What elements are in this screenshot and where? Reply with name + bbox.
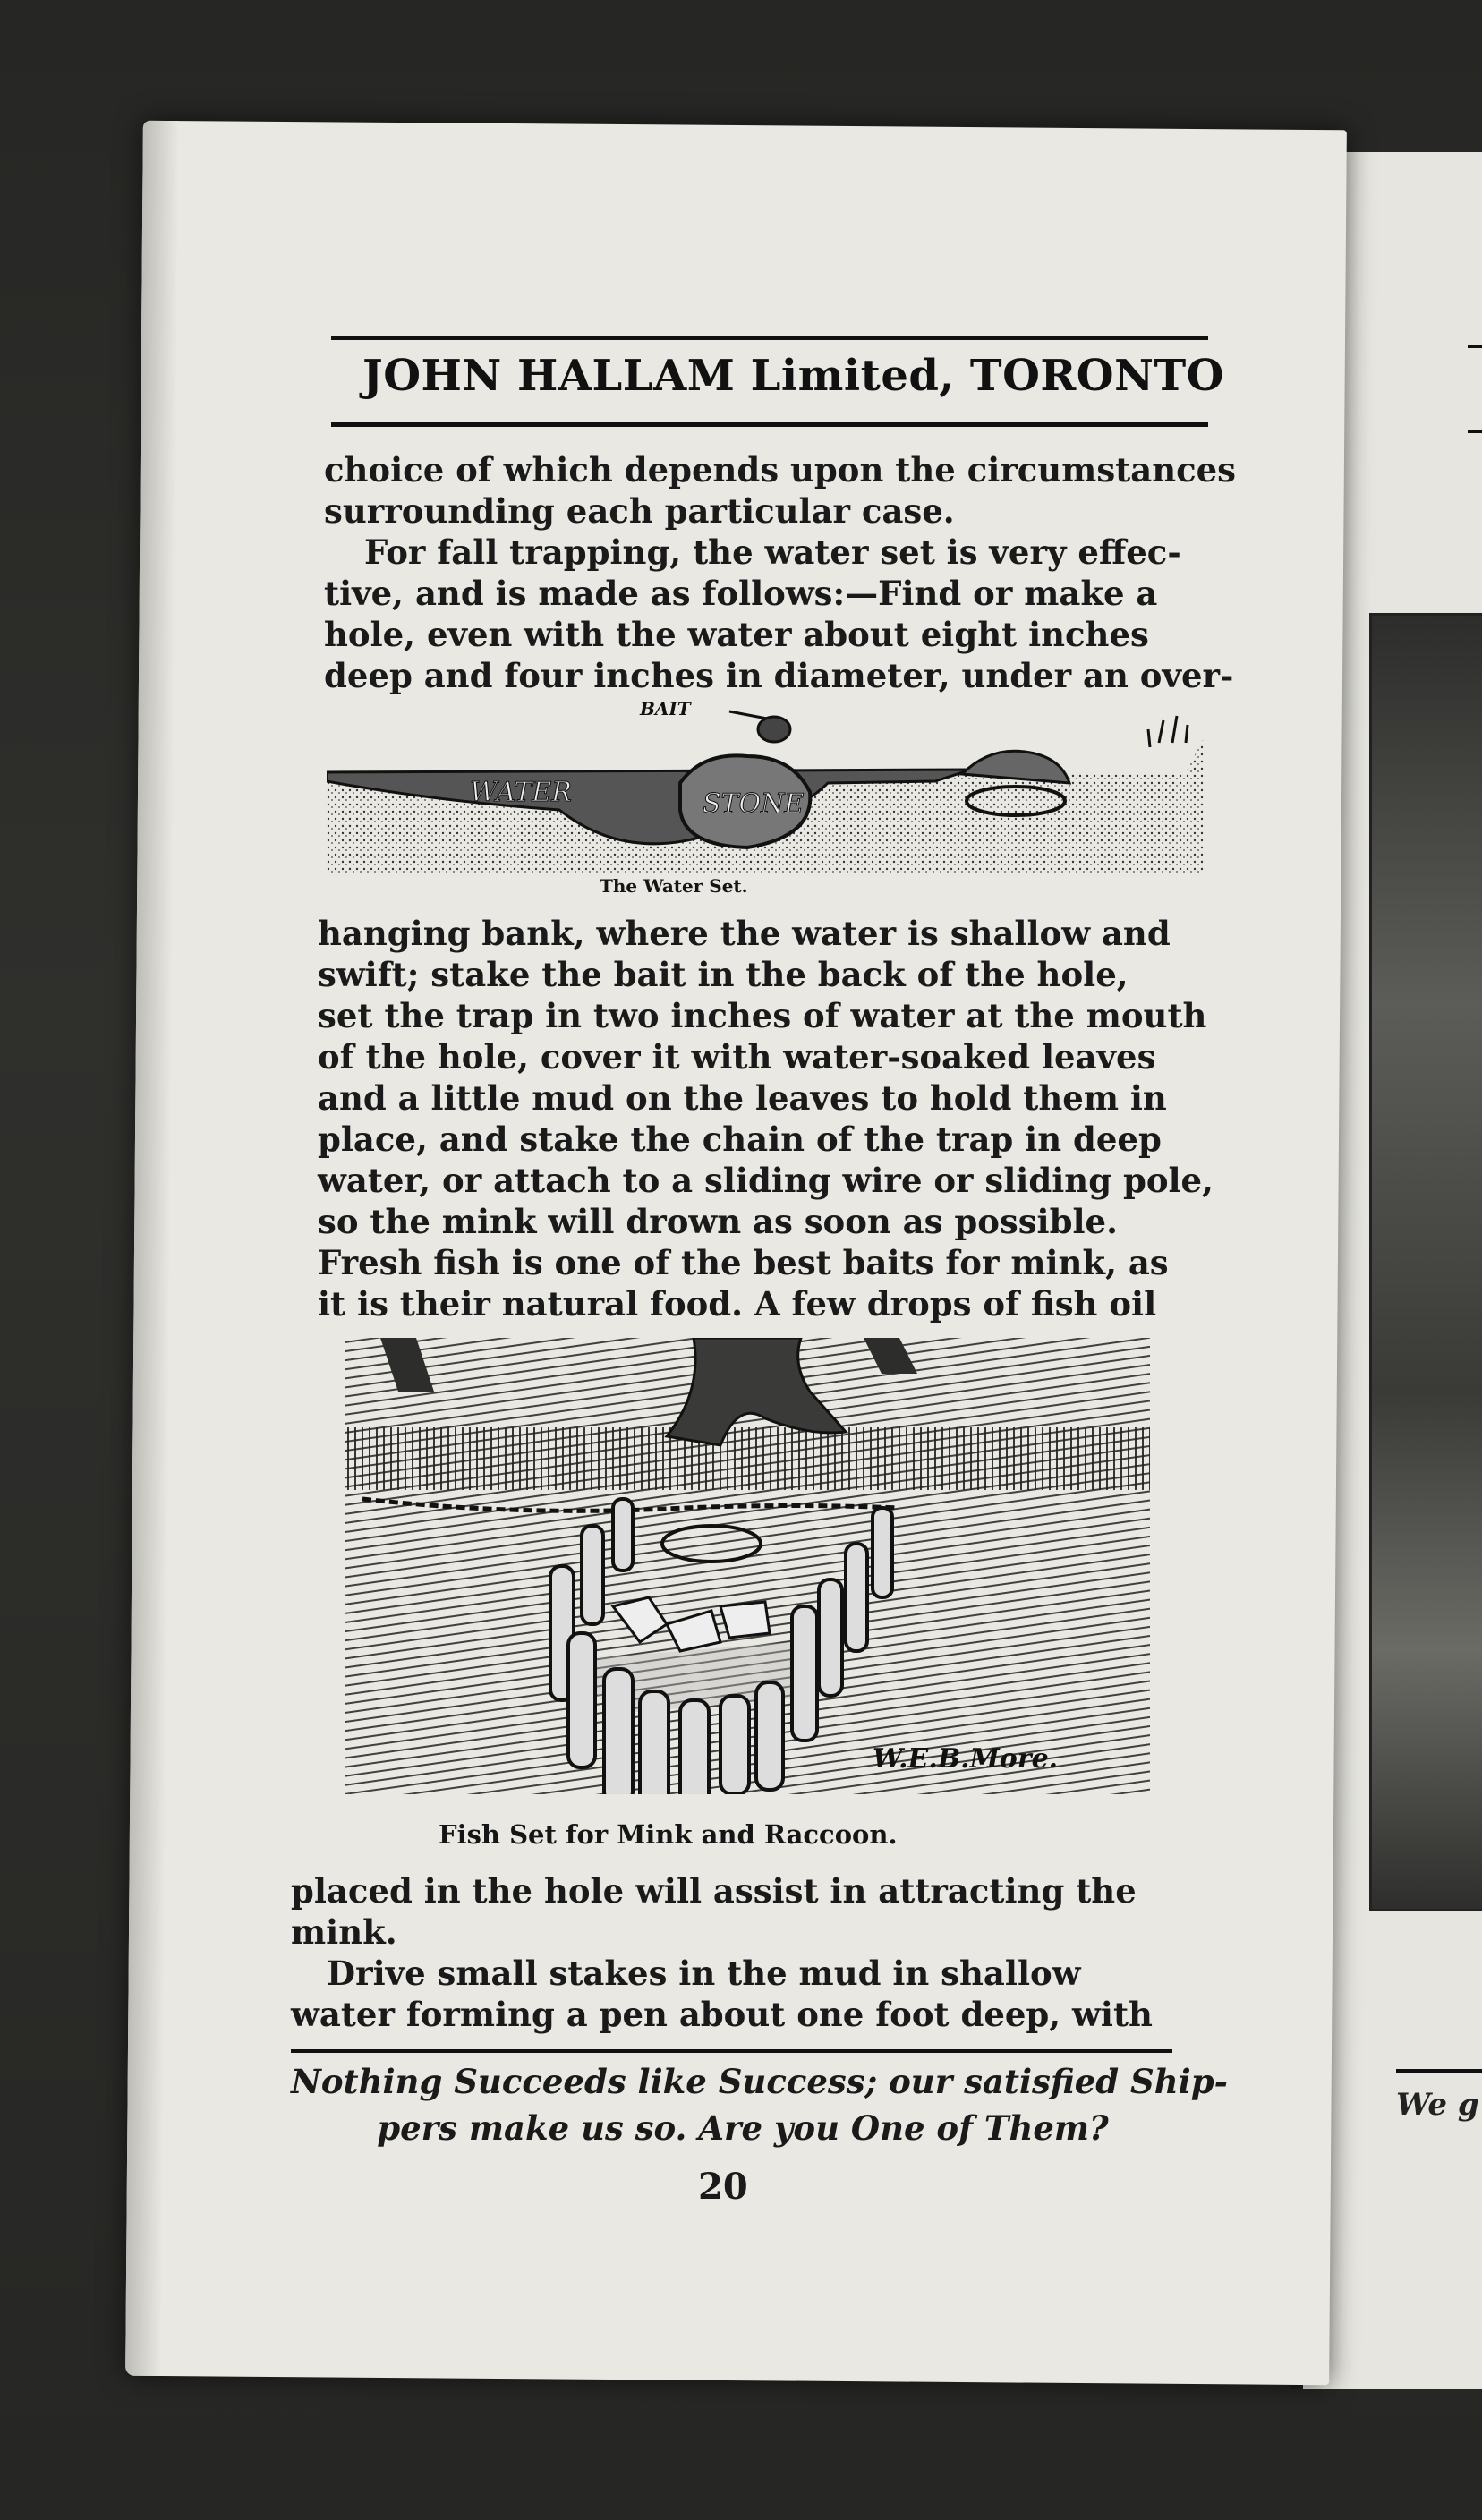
text-line: water, or attach to a sliding wire or sliding pole, — [318, 1161, 1214, 1200]
text-line: place, and stake the chain of the trap in deep — [318, 1120, 1162, 1159]
paragraph-3 — [291, 1870, 1172, 2035]
page-number: 20 — [698, 2166, 748, 2208]
footer-line: pers make us so. Are you One of Them? — [377, 2108, 1109, 2148]
footer-slogan — [291, 2058, 1228, 2151]
artist-signature: W.E.B.More. — [873, 1743, 1059, 1775]
facing-page-rule — [1468, 345, 1482, 348]
text-line: set the trap in two inches of water at the mouth — [318, 996, 1207, 1035]
text-line: of the hole, cover it with water-soaked leaves — [318, 1037, 1156, 1077]
stone-label: STONE — [703, 788, 805, 820]
bait-label: BAIT — [640, 702, 691, 719]
text-line: deep and four inches in diameter, under an over- — [324, 656, 1234, 695]
paragraph-1 — [324, 449, 1237, 696]
text-line: mink. — [291, 1912, 397, 1952]
header-rule-top — [331, 336, 1208, 340]
facing-page-photo — [1369, 613, 1482, 1911]
fish-set-illustration — [345, 1338, 1150, 1794]
figure-caption: Fish Set for Mink and Raccoon. — [439, 1819, 898, 1850]
footer-rule — [291, 2049, 1172, 2053]
text-line: Fresh fish is one of the best baits for mink, as — [318, 1243, 1169, 1282]
facing-page-footer-text: We g — [1396, 2087, 1479, 2123]
text-line: Drive small stakes in the mud in shallow — [327, 1954, 1081, 1993]
text-line: For fall trapping, the water set is very effec- — [364, 532, 1181, 572]
footer-line: Nothing Succeeds like Success; our satisfied Ship- — [291, 2062, 1228, 2101]
facing-page-footer-rule — [1396, 2069, 1482, 2073]
text-line: water forming a pen about one foot deep, with — [291, 1995, 1153, 2034]
page-header: JOHN HALLAM Limited, TORONTO — [362, 351, 1224, 401]
text-line: placed in the hole will assist in attracting the — [291, 1871, 1137, 1911]
text-line: hole, even with the water about eight inches — [324, 615, 1149, 654]
paragraph-2 — [318, 913, 1214, 1324]
text-line: hanging bank, where the water is shallow and — [318, 914, 1171, 953]
text-line: surrounding each particular case. — [324, 491, 955, 531]
text-line: swift; stake the bait in the back of the hole, — [318, 955, 1129, 994]
water-label: WATER — [470, 777, 572, 808]
text-line: it is their natural food. A few drops of fish oil — [318, 1284, 1157, 1324]
text-line: tive, and is made as follows:—Find or make a — [324, 574, 1158, 613]
text-line: choice of which depends upon the circumstances — [324, 450, 1237, 490]
water-set-illustration — [327, 702, 1204, 873]
header-rule-bottom — [331, 422, 1208, 427]
facing-page-rule — [1468, 430, 1482, 433]
text-line: so the mink will drown as soon as possible. — [318, 1202, 1118, 1241]
figure-caption: The Water Set. — [600, 875, 748, 897]
text-line: and a little mud on the leaves to hold them in — [318, 1078, 1167, 1118]
